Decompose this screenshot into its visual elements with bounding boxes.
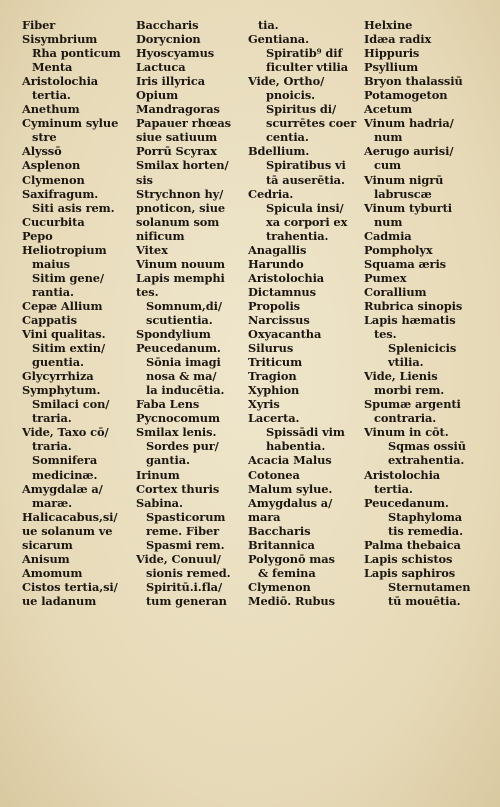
- index-entry: tia.: [258, 18, 279, 32]
- index-entry: Vinum hadria/: [364, 116, 454, 131]
- index-entry: Aristolochia: [22, 74, 99, 89]
- index-entry: Cedria.: [248, 186, 294, 201]
- index-entry: Spiratib⁹ dif: [266, 46, 343, 61]
- index-entry: Faba Lens: [136, 397, 200, 412]
- index-entry: tertia.: [32, 88, 71, 103]
- index-entry: Spasticorum: [146, 509, 226, 524]
- index-entry: Pycnocomum: [136, 411, 220, 426]
- index-entry: xa corpori ex: [266, 214, 348, 229]
- index-entry: Dorycnion: [136, 32, 201, 47]
- index-entry: cum: [374, 158, 401, 173]
- index-entry: pnoticon, siue: [136, 200, 226, 215]
- index-entry: Somnum,di/: [146, 298, 222, 313]
- column-2: [136, 18, 246, 608]
- index-entry: scurrētes coer: [266, 116, 357, 131]
- index-entry: Sternutamen: [388, 579, 471, 594]
- index-entry: tū mouētia.: [388, 593, 461, 608]
- index-entry: Xyris: [248, 397, 280, 412]
- index-entry: Bdellium.: [248, 144, 310, 159]
- index-entry: Sitim gene/: [32, 270, 104, 285]
- index-entry: Vide, Ortho/: [248, 74, 325, 89]
- index-entry: scutientia.: [146, 312, 213, 327]
- index-entry: Glycyrrhiza: [22, 369, 94, 384]
- index-entry: Sordes pur/: [146, 439, 219, 454]
- index-entry: extrahentia.: [388, 453, 465, 468]
- index-entry: Vinum nouum: [136, 256, 225, 271]
- index-entry: labruscæ: [374, 186, 432, 201]
- index-entry: Sqmas ossiū: [388, 439, 466, 454]
- index-entry: nosa & ma/: [146, 369, 217, 384]
- index-entry: Lapis hæmatis: [364, 312, 456, 327]
- index-entry: Menta: [32, 60, 73, 75]
- index-entry: Amygdalus a/: [248, 495, 333, 510]
- index-entry: Cotonea: [248, 467, 300, 482]
- index-entry: Asplenon: [22, 158, 81, 173]
- index-entry: Dictamnus: [248, 284, 316, 299]
- column-4: [364, 18, 492, 608]
- index-entry: Spicula insi/: [266, 200, 344, 215]
- index-entry: rantia.: [32, 284, 74, 299]
- index-entry: Vini qualitas.: [22, 327, 106, 342]
- index-entry: Mandragoras: [136, 102, 220, 117]
- index-entry: Sōnia imagi: [146, 355, 221, 370]
- index-entry: Symphytum.: [22, 383, 101, 398]
- index-entry: Propolis: [248, 298, 300, 313]
- index-entry: Hyoscyamus: [136, 46, 215, 61]
- index-entry: Xyphion: [248, 383, 300, 398]
- index-entry: Spiritū.i.fla/: [146, 579, 223, 594]
- index-entry: num: [374, 214, 403, 229]
- index-entry: Silurus: [248, 341, 294, 356]
- index-entry: Psyllium: [364, 60, 419, 75]
- index-entry: Heliotropium: [22, 242, 107, 257]
- index-entry: Spiratibus vi: [266, 158, 346, 173]
- index-entry: Gentiana.: [248, 32, 309, 47]
- index-entry: Vide, Lienis: [364, 369, 438, 384]
- index-entry: Acetum: [364, 102, 413, 117]
- index-entry: contraria.: [374, 411, 437, 426]
- index-entry: Clymenon: [248, 579, 311, 594]
- index-entry: Rubrica sinopis: [364, 298, 463, 313]
- index-entry: Cepæ Allium: [22, 298, 103, 313]
- index-entry: Baccharis: [136, 18, 199, 32]
- index-entry: Baccharis: [248, 523, 311, 538]
- index-entry: Smilax lenis.: [136, 425, 217, 440]
- index-entry: Acacia Malus: [248, 453, 332, 468]
- index-entry: Anisum: [22, 551, 70, 566]
- index-entry: num: [374, 130, 403, 145]
- index-entry: Vinum tyburti: [364, 200, 452, 215]
- index-entry: Harundo: [248, 256, 304, 271]
- index-entry: Splenicicis: [388, 341, 457, 356]
- index-entry: Corallium: [364, 284, 427, 299]
- index-entry: Pompholyx: [364, 242, 433, 257]
- index-entry: tertia.: [374, 481, 413, 496]
- index-entry: Clymenon: [22, 172, 85, 187]
- index-entry: Somnifera: [32, 453, 98, 468]
- index-entry: maræ.: [32, 495, 73, 510]
- index-entry: Narcissus: [248, 312, 310, 327]
- index-entry: Porrū Scyrax: [136, 144, 217, 159]
- index-entry: Anagallis: [248, 242, 307, 257]
- index-entry: Sabina.: [136, 495, 183, 510]
- index-entry: Siti asis rem.: [32, 200, 115, 215]
- column-3: [248, 18, 364, 608]
- index-entry: gantia.: [146, 453, 190, 468]
- index-entry: Spasmi rem.: [146, 537, 225, 552]
- index-entry: traria.: [32, 439, 72, 454]
- index-entry: Mediō. Rubus: [248, 593, 335, 608]
- index-entry: siue satiuum: [136, 130, 218, 145]
- index-entry: sionis remed.: [146, 565, 231, 580]
- index-entry: Rha ponticum: [32, 46, 121, 61]
- index-entry: Hippuris: [364, 46, 420, 61]
- index-entry: Vitex: [136, 242, 168, 257]
- index-entry: traria.: [32, 411, 72, 426]
- index-entry: Smilax horten/: [136, 158, 229, 173]
- index-entry: tes.: [136, 284, 159, 299]
- index-entry: & femina: [258, 565, 316, 580]
- column-1: [22, 18, 130, 608]
- index-entry: Potamogeton: [364, 88, 448, 103]
- index-entry: tes.: [374, 327, 397, 342]
- index-entry: ficulter vtilia: [266, 60, 348, 75]
- index-entry: Palma thebaica: [364, 537, 461, 552]
- index-entry: maius: [32, 256, 70, 271]
- index-entry: Alyssō: [22, 144, 62, 159]
- index-entry: Staphyloma: [388, 509, 463, 524]
- index-entry: Oxyacantha: [248, 327, 322, 342]
- index-entry: la inducētia.: [146, 383, 225, 398]
- index-entry: guentia.: [32, 355, 84, 370]
- index-entry: Idæa radix: [364, 32, 432, 47]
- index-entry: Aristolochia: [248, 270, 325, 285]
- index-entry: Cyminum sylue: [22, 116, 119, 131]
- index-entry: Sitim extin/: [32, 341, 106, 356]
- index-entry: centia.: [266, 130, 309, 145]
- index-entry: vtilia.: [388, 355, 424, 370]
- index-entry: Cadmia: [364, 228, 412, 243]
- index-entry: Smilaci con/: [32, 397, 110, 412]
- index-entry: Vinum nigrū: [364, 172, 444, 187]
- index-entry: Amomum: [22, 565, 83, 580]
- index-entry: Tragion: [248, 369, 297, 384]
- index-entry: Helxine: [364, 18, 413, 32]
- index-entry: tis remedia.: [388, 523, 463, 538]
- index-entry: Amygdalæ a/: [22, 481, 103, 496]
- index-entry: Vinum in cōt.: [364, 425, 449, 440]
- index-entry: Lapis saphiros: [364, 565, 456, 580]
- index-entry: morbi rem.: [374, 383, 445, 398]
- index-entry: Cappatis: [22, 312, 77, 327]
- index-entry: Strychnon hy/: [136, 186, 224, 201]
- index-entry: Pumex: [364, 270, 407, 285]
- index-entry: Peucedanum.: [136, 341, 221, 356]
- index-entry: nificum: [136, 228, 185, 243]
- index-entry: Lapis schistos: [364, 551, 453, 566]
- index-entry: Halicacabus,si/: [22, 509, 118, 524]
- index-entry: Spissādi vim: [266, 425, 345, 440]
- index-entry: stre: [32, 130, 57, 145]
- index-entry: pnoicis.: [266, 88, 316, 103]
- index-entry: Papauer rhœas: [136, 116, 231, 131]
- index-entry: Sisymbrium: [22, 32, 98, 47]
- index-entry: Anethum: [22, 102, 80, 117]
- index-entry: ue solanum ve: [22, 523, 113, 538]
- index-entry: tum generan: [146, 593, 227, 608]
- index-entry: Aristolochia: [364, 467, 441, 482]
- index-entry: Saxifragum.: [22, 186, 99, 201]
- index-entry: sis: [136, 172, 153, 187]
- index-entry: trahentia.: [266, 228, 329, 243]
- index-entry: Vide, Taxo cō/: [22, 425, 109, 440]
- index-entry: Bryon thalassiū: [364, 74, 463, 89]
- index-entry: Cortex thuris: [136, 481, 220, 496]
- index-entry: reme. Fiber: [146, 523, 220, 538]
- index-entry: Pepo: [22, 228, 53, 243]
- index-entry: Spiritus di/: [266, 102, 337, 117]
- index-entry: Peucedanum.: [364, 495, 449, 510]
- index-entry: Fiber: [22, 18, 56, 32]
- index-entry: Lapis memphi: [136, 270, 225, 285]
- index-entry: solanum som: [136, 214, 220, 229]
- index-entry: Cucurbita: [22, 214, 85, 229]
- index-entry: medicinæ.: [32, 467, 98, 482]
- index-entry: mara: [248, 509, 281, 524]
- index-entry: Polygonō mas: [248, 551, 335, 566]
- index-entry: Squama æris: [364, 256, 446, 271]
- index-entry: tā auserētia.: [266, 172, 345, 187]
- index-entry: Irinum: [136, 467, 180, 482]
- index-entry: Lactuca: [136, 60, 186, 75]
- index-entry: Spumæ argenti: [364, 397, 461, 412]
- index-entry: Lacerta.: [248, 411, 300, 426]
- index-entry: Vide, Conuul/: [136, 551, 221, 566]
- index-entry: Triticum: [248, 355, 303, 370]
- index-entry: Britannica: [248, 537, 315, 552]
- index-entry: Opium: [136, 88, 179, 103]
- index-entry: habentia.: [266, 439, 326, 454]
- index-entry: Spondylium: [136, 327, 211, 342]
- index-entry: Cistos tertia,si/: [22, 579, 118, 594]
- index-entry: sicarum: [22, 537, 73, 552]
- index-entry: Malum sylue.: [248, 481, 333, 496]
- index-entry: Aerugo aurisi/: [364, 144, 454, 159]
- index-entry: ue ladanum: [22, 593, 97, 608]
- index-entry: Iris illyrica: [136, 74, 205, 89]
